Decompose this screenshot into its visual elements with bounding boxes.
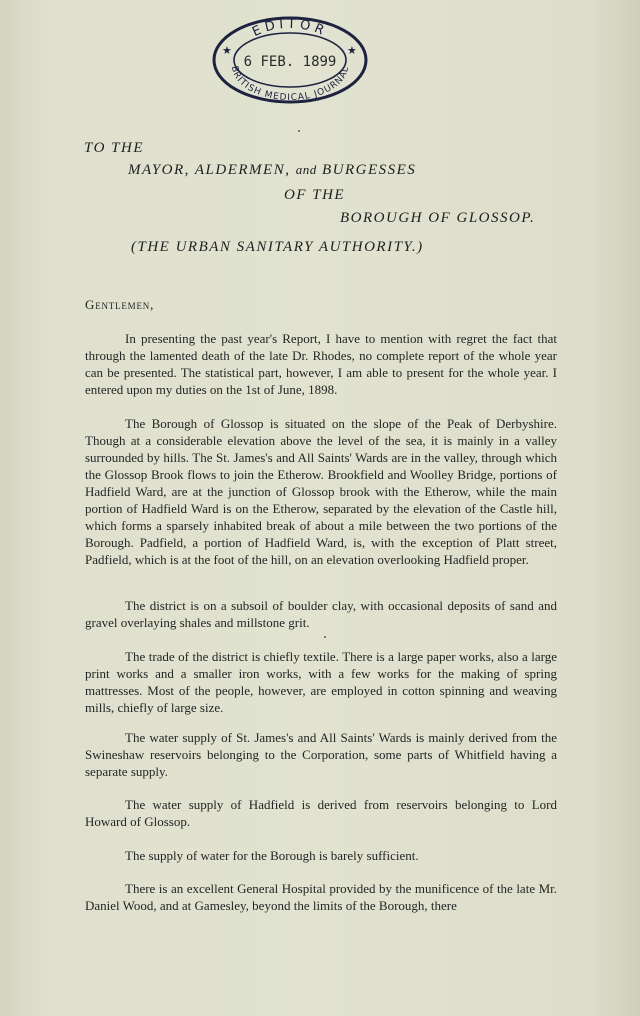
address-line-2-part-a: MAYOR, ALDERMEN,: [128, 162, 291, 178]
paragraph-1: In presenting the past year's Report, I have to mention with regret the fact that through the lamented death of the late Dr. Rhodes, no complete report of the whole year can be presented. The statistical part, however, I am able to present for the whole year. I entered upon my duties on the 1st of June, 1898.: [85, 331, 557, 397]
address-line-1: TO THE: [84, 140, 144, 156]
paragraph-6: The water supply of Hadfield is derived from reservoirs belonging to Lord Howard of Glossop.: [85, 797, 557, 829]
paragraph-8: There is an excellent General Hospital provided by the munificence of the late Mr. Daniel Wood, and at Gamesley, beyond the limits of the Borough, there: [85, 881, 557, 913]
paragraph-7: The supply of water for the Borough is barely sufficient.: [125, 848, 419, 863]
address-line-5: (THE URBAN SANITARY AUTHORITY.): [131, 239, 424, 255]
stamp-graphic: [210, 14, 370, 106]
address-line-2: [128, 162, 416, 179]
address-line-2-part-b: and: [295, 162, 317, 177]
address-line-2-part-c: BURGESSES: [321, 162, 417, 178]
paragraph-3: The district is on a subsoil of boulder clay, with occasional deposits of sand and gravel overlaying shales and millstone grit.: [85, 598, 557, 630]
salutation: Gentlemen,: [85, 297, 155, 312]
address-line-4: BOROUGH OF GLOSSOP.: [340, 210, 536, 226]
stamp-star-left: ★: [222, 44, 232, 57]
speck-mark: [298, 130, 300, 132]
stamp-date: 6 FEB. 1899: [243, 54, 337, 70]
address-line-3: OF THE: [284, 187, 346, 203]
paragraph-5: The water supply of St. James's and All Saints' Wards is mainly derived from the Swineshaw reservoirs belonging to the Corporation, some parts of Whitfield having a separate supply.: [85, 730, 557, 779]
paragraph-4: The trade of the district is chiefly textile. There is a large paper works, also a large print works and a smaller iron works, with a few works for the making of spring mattresses. Most of the people, however, are employed in cotton spinning and weaving mills, chiefly of large size.: [85, 649, 557, 715]
paragraph-2: The Borough of Glossop is situated on the slope of the Peak of Derbyshire. Though at a considerable elevation above the level of the sea, it is mainly in a valley surrounded by hills. The St. James's and All Saints' Wards are in the valley, through which the Glossop Brook flows to join the Etherow. Brookfield and Woolley Bridge, portions of Hadfield Ward, are at the junction of Glossop brook with the Etherow, while the main portion of Hadfield Ward is on the Etherow, separated by the elevation of the Castle hill, which forms a sparsely inhabited break of about a mile between the two portions of the Borough. Padfield, a portion of Hadfield Ward, is, with the exception of Platt street, Padfield, which is at the foot of the hill, on an elevation overlooking Hadfield proper.: [85, 416, 557, 567]
stamp-bottom-text: BRITISH MEDICAL JOURNAL: [228, 65, 352, 104]
stamp-top-text: EDITOR: [250, 16, 330, 41]
speck-mark: [324, 636, 326, 638]
editor-stamp: [210, 14, 370, 106]
stamp-star-right: ★: [347, 44, 357, 57]
